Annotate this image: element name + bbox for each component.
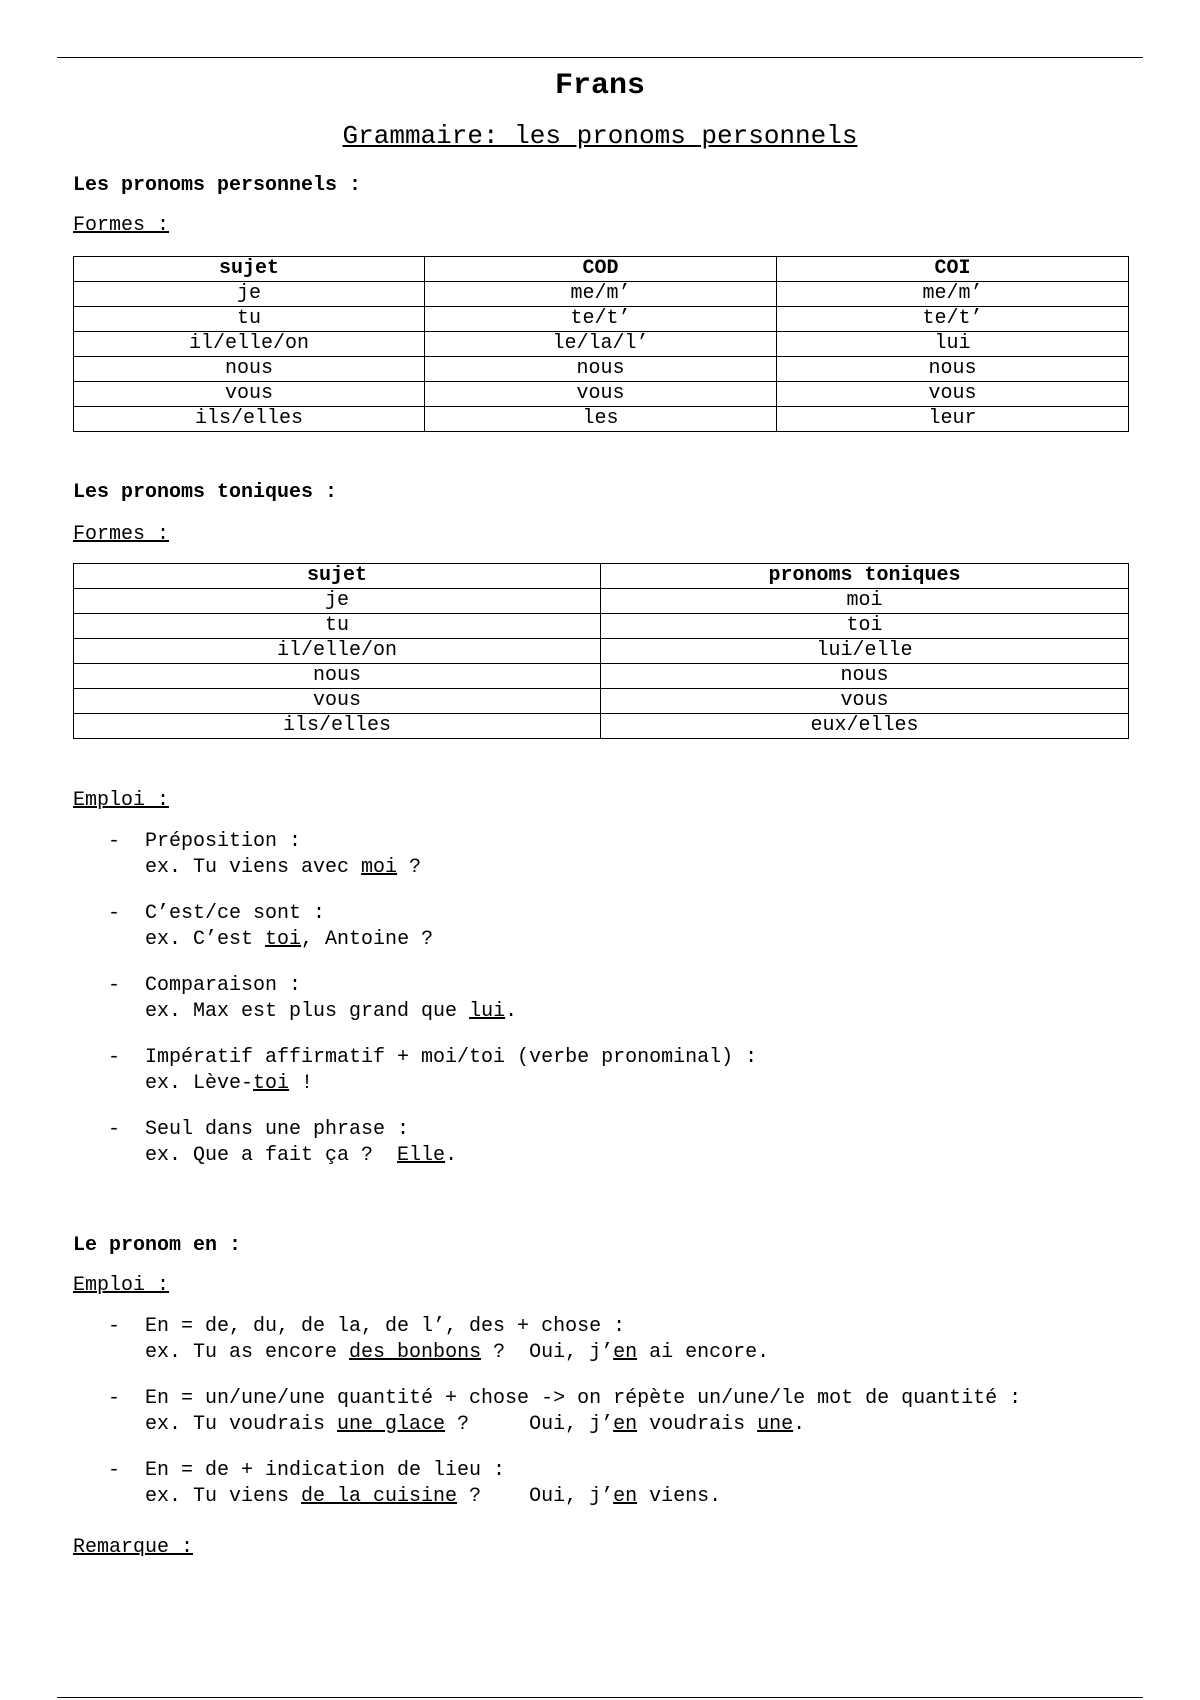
table-cell: vous (601, 689, 1129, 714)
example-segment: . (445, 1144, 458, 1167)
example-text (145, 855, 1148, 881)
table-cell: je (74, 589, 601, 614)
table-cell: ils/elles (74, 407, 425, 432)
example-text (145, 1071, 1148, 1097)
formes-label-1: Formes : (73, 214, 170, 237)
table-cell: vous (74, 382, 425, 407)
example-segment: ex. Lève- (145, 1072, 254, 1095)
underlined-word: moi (361, 856, 398, 879)
example-segment: ai encore. (637, 1341, 770, 1364)
dash-bullet: - (108, 902, 121, 925)
section-heading-personnels: Les pronoms personnels : (73, 174, 362, 197)
table-row (74, 307, 1129, 332)
table-cell: nous (74, 664, 601, 689)
section-heading-en: Le pronom en : (73, 1234, 242, 1257)
rule-text: Impératif affirmatif + moi/toi (verbe pronominal) : (145, 1046, 758, 1069)
table-cell: il/elle/on (74, 332, 425, 357)
dash-bullet: - (108, 1315, 121, 1338)
table-cell: lui (777, 332, 1129, 357)
table-header-cell: COD (425, 257, 777, 282)
table-row (74, 614, 1129, 639)
page-title: Frans (554, 69, 645, 103)
table-header-cell: COI (777, 257, 1129, 282)
list-item (108, 973, 1148, 1025)
underlined-word: Elle (397, 1144, 446, 1167)
emploi-label-1: Emploi : (73, 789, 170, 812)
table-cell: nous (777, 357, 1129, 382)
table-cell: le/la/l’ (425, 332, 777, 357)
example-segment: viens. (637, 1485, 722, 1508)
underlined-word: une (757, 1413, 794, 1436)
table-header-cell: sujet (74, 257, 425, 282)
table-cell: leur (777, 407, 1129, 432)
example-segment: ? Oui, j’ (457, 1485, 614, 1508)
rule-text: Comparaison : (145, 974, 302, 997)
example-segment: ex. Tu voudrais (145, 1413, 338, 1436)
example-text (145, 1340, 1148, 1366)
formes-label-2: Formes : (73, 523, 170, 546)
list-item (108, 1314, 1148, 1366)
dash-bullet: - (108, 1118, 121, 1141)
table-row (74, 664, 1129, 689)
rule-text: En = un/une/une quantité + chose -> on répète un/une/le mot de quantité : (145, 1387, 1022, 1410)
underlined-word: des bonbons (349, 1341, 482, 1364)
table-cell: lui/elle (601, 639, 1129, 664)
table-cell: tu (74, 307, 425, 332)
table-cell: me/m’ (777, 282, 1129, 307)
table-row (74, 407, 1129, 432)
emploi-list-toniques (108, 829, 1148, 1189)
rule-text: Préposition : (145, 830, 302, 853)
example-segment: ex. Que a fait ça ? (145, 1144, 398, 1167)
underlined-word: une glace (337, 1413, 446, 1436)
dash-bullet: - (108, 830, 121, 853)
table-cell: eux/elles (601, 714, 1129, 739)
example-text (145, 999, 1148, 1025)
bottom-rule (57, 1697, 1143, 1698)
underlined-word: de la cuisine (301, 1485, 458, 1508)
underlined-word: en (613, 1341, 638, 1364)
list-item (108, 901, 1148, 953)
example-segment: ! (289, 1072, 314, 1095)
example-segment: . (793, 1413, 806, 1436)
example-segment: . (505, 1000, 518, 1023)
table-cell: ils/elles (74, 714, 601, 739)
example-text (145, 1412, 1148, 1438)
rule-text: C’est/ce sont : (145, 902, 326, 925)
example-segment: ? Oui, j’ (481, 1341, 614, 1364)
dash-bullet: - (108, 974, 121, 997)
example-text (145, 927, 1148, 953)
list-item (108, 1045, 1148, 1097)
example-segment: ex. Max est plus grand que (145, 1000, 470, 1023)
example-segment: ? (397, 856, 422, 879)
underlined-word: lui (469, 1000, 506, 1023)
table-cell: il/elle/on (74, 639, 601, 664)
example-segment: , Antoine ? (301, 928, 434, 951)
example-segment: ex. Tu as encore (145, 1341, 350, 1364)
table-row (74, 282, 1129, 307)
table-pronoms-toniques (73, 563, 1129, 739)
table-row (74, 382, 1129, 407)
section-heading-toniques: Les pronoms toniques : (73, 481, 338, 504)
table-cell: nous (601, 664, 1129, 689)
page-subtitle: Grammaire: les pronoms personnels (342, 121, 858, 151)
remarque-label: Remarque : (73, 1536, 194, 1559)
rule-text: En = de, du, de la, de l’, des + chose : (145, 1315, 626, 1338)
table-cell: toi (601, 614, 1129, 639)
table-row (74, 639, 1129, 664)
example-text (145, 1143, 1148, 1169)
table-cell: te/t’ (777, 307, 1129, 332)
top-rule (57, 57, 1143, 58)
list-item (108, 829, 1148, 881)
table-header-cell: pronoms toniques (601, 564, 1129, 589)
list-item (108, 1458, 1148, 1510)
rule-text: Seul dans une phrase : (145, 1118, 410, 1141)
example-text (145, 1484, 1148, 1510)
emploi-label-2: Emploi : (73, 1274, 170, 1297)
table-pronoms-personnels (73, 256, 1129, 432)
example-segment: ? Oui, j’ (445, 1413, 614, 1436)
dash-bullet: - (108, 1046, 121, 1069)
table-row (74, 689, 1129, 714)
underlined-word: toi (253, 1072, 290, 1095)
underlined-word: en (613, 1485, 638, 1508)
table-row (74, 332, 1129, 357)
table-cell: moi (601, 589, 1129, 614)
table-cell: vous (777, 382, 1129, 407)
table-cell: je (74, 282, 425, 307)
dash-bullet: - (108, 1459, 121, 1482)
table-row (74, 714, 1129, 739)
example-segment: ex. Tu viens (145, 1485, 302, 1508)
table-cell: me/m’ (425, 282, 777, 307)
underlined-word: toi (265, 928, 302, 951)
dash-bullet: - (108, 1387, 121, 1410)
table-cell: nous (425, 357, 777, 382)
example-segment: ex. Tu viens avec (145, 856, 362, 879)
emploi-list-en (108, 1314, 1148, 1530)
table-cell: nous (74, 357, 425, 382)
list-item (108, 1117, 1148, 1169)
table-cell: tu (74, 614, 601, 639)
table-header-cell: sujet (74, 564, 601, 589)
table-row (74, 357, 1129, 382)
example-segment: ex. C’est (145, 928, 266, 951)
table-row (74, 589, 1129, 614)
table-cell: te/t’ (425, 307, 777, 332)
table-cell: les (425, 407, 777, 432)
table-cell: vous (425, 382, 777, 407)
list-item (108, 1386, 1148, 1438)
rule-text: En = de + indication de lieu : (145, 1459, 506, 1482)
table-cell: vous (74, 689, 601, 714)
underlined-word: en (613, 1413, 638, 1436)
example-segment: voudrais (637, 1413, 758, 1436)
